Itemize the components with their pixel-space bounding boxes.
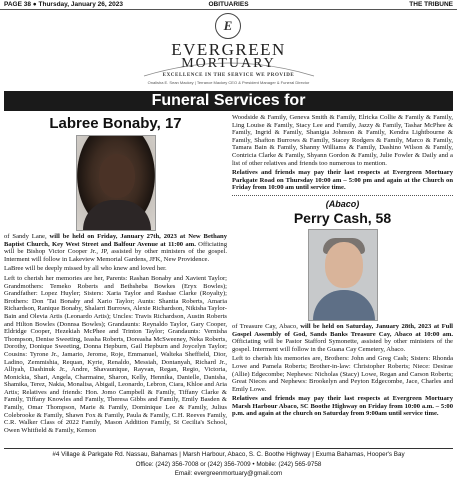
publication-name: THE TRIBUNE	[409, 1, 453, 8]
survivors-text: Left to cherish his memories are, Brothers: John and Greg Cash; Sisters: Rhonda Lowe and Pamela Roberts; Brother-in-law: Christopher Roberts; Niece: Desirae (Allie) Edgecombe; Nephews: Nicholas (Stacy) Lowe, Regan and Carson Roberts; Great Nieces and Nephews: Brookelyn and Peyton Edgecombe, Jace, Charles and Emily Lowe.	[232, 355, 453, 393]
staff-contacts: Onalisha E. Sean Mackey | Terrance Mackey CEO & President Manager & Funeral Director	[147, 80, 310, 85]
brand-line1: EVERGREEN	[171, 40, 286, 59]
footer-phone: Office: (242) 356-7008 or (242) 356-7009 • Mobile: (242) 565-9758	[135, 460, 322, 468]
portrait-photo	[308, 229, 378, 321]
left-column	[4, 114, 227, 434]
footer-email: Email: evergreenmortuary@gmail.com	[174, 470, 283, 477]
service-details: of Sandy Lane, will be held on Friday, January 27th, 2023 at New Bethany Baptist Church, Key West Street and Balfour Avenue at 11:00 am. Officiating will be Bishop Victor Cooper Jr., JP, assisted by other ministers of the gospel. Interment will follow in Lakeview Memorial Gardens, JFK, New Providence.	[4, 233, 227, 263]
location-label: (Abaco)	[325, 198, 360, 209]
survivors-text: Left to cherish her memories are her, Parents: Rashan Bonaby and Xavient Taylor; Grandmothers: Temeko Roberts and Bethsheba Bowkes (Eryx Bowles); Grandfather: Lopez Huyler; Sisters: Xaria Taylor and Rashae Clarke (Royalty); Brothers: Don 'Tai Bonaby and Xario Taylor; Aunts: Shantia Roberts, Amaria Richardson, Ranique Bonaby, Shalarri Burrows, Alexie Richardson, Nikisha Taylor-Bain and Olevia Artis (Leonardo Artis); Uncles: Travis Richardson, Austin Roberts and Hilton Bowles (Donnsa Bowles); Grandaunts: Reynaldo Taylor, Gary Cooper, Eldridge Cooper, Hezekiah McPhee and Trinton Taylor; Grandaunts: Vernisha Thompson, Denise Sweeting, Ieasha Roberts, Doreasha McSweeney, Neka Roberts, Dorothy, Donique Sweeting, Donna Hepburn, Gail Hepburn and Joycelyn Taylor; Cousins: Tyrone Jr., Jamario, Jerome, Roje, Emmanuel, Walteka Sheffield, Dior, Ladino, Zemmishia, Requan, Kyrie, Renaldo, Messiah, Dontanyah, Richard Jr., Alliyah, Dashinuk Jr., Andre, Shavaunique, Rayvan, Regan, Regio, Victoria, Monickia, Shari, Angela, Charmaine, Sharon, Kelly, Hennika, Danielle, Danisha, Shamika, Terez, Nakia, Monalisa, Abigail, Leonardo, Lebron, Ciara, Khloe and Aria Artis; Relatives and friends: Hon. Jomo Campbell & Family, Tiffany Clarke & Family, Tiffany Knowles and Family, Theresa Gibbs and Family, Emily Basden & Family, Omar Thompson, Marie & Family, Dominique Lee & Family, Julius Colebrooke & Family, Shawn Fox & Family, Paula & Family, C.H. Reeves Family, C.R. Walker Class of 2022 Family, Mason Addition Family, St Cecilia's School, Owen Whitfield & Family, Kemon	[4, 274, 227, 434]
survivors-text-continued: Woodside & Family, Geneva Smith & Family, Elricka Collie & Family & Family, Ling Louise & Family, Stacy Lee and Family, Jazzy & Family, Tashar McPhee & Family, Ingrid & Family, Shanigia Johnson & Family, Kendra Lightbourne & Family, Shafton Burrows & Family, Stacey Rodgers & Family, Marco & Family, Tamara Bain & Family, Shanny Williams & Family, Dashino Wilson & Family, Contricia Clarke & Family, Shyann Gordon & Family, Julie Fowler & Daily and a list of other relatives and friends too numerous to mention.	[232, 114, 453, 167]
footer-address: #4 Village & Parkgate Rd. Nassau, Bahamas | Marsh Harbour, Abaco, S. C. Boothe Highway | Exuma Bahamas, Hooper's Bay	[52, 451, 405, 458]
tribute-text: LaBree will be deeply missed by all who knew and loved her.	[4, 265, 167, 273]
page-footer	[4, 448, 453, 479]
page-info: PAGE 38 ● Thursday, January 26, 2023	[4, 1, 123, 8]
brand-line2: MORTUARY	[181, 56, 276, 71]
obituary-name: Labree Bonaby, 17	[49, 115, 182, 132]
right-column	[232, 114, 453, 418]
service-details: of Treasure Cay, Abaco, will be held on Saturday, January 28th, 2023 at Full Gospel Assembly of God, Sands Banks Treasure Cay, Abaco at 10:00 am. Officiating will be Pastor Stafford Symonette, assisted by other ministers of the gospel. Interment will follow in the Guana Cay Cemetery, Abaco.	[232, 322, 453, 353]
banner-title: Funeral Services for	[4, 91, 453, 111]
page-header	[0, 0, 457, 10]
mortuary-logo	[0, 12, 457, 90]
portrait-photo	[76, 135, 156, 231]
emblem-icon: E	[215, 13, 241, 39]
viewing-details: Relatives and friends may pay their last respects at Evergreen Mortuary Marsh Harbour Abaco, SC Boothe Highway on Friday from 10:00 a.m. – 5:00 p.m. and again at the church on Saturday from 9:00am until service time.	[232, 395, 453, 418]
section-title: OBITUARIES	[208, 1, 249, 8]
obituary-name: Perry Cash, 58	[293, 209, 392, 226]
slogan: EXCELLENCE IN THE SERVICE WE PROVIDE	[162, 73, 295, 78]
viewing-details: Relatives and friends may pay their last respects at Evergreen Mortuary Parkgate Road on Thursday 10:00 am – 5:00 pm and again at the Church on Friday from 10:00 am until service time.	[232, 169, 453, 192]
divider	[232, 195, 453, 196]
